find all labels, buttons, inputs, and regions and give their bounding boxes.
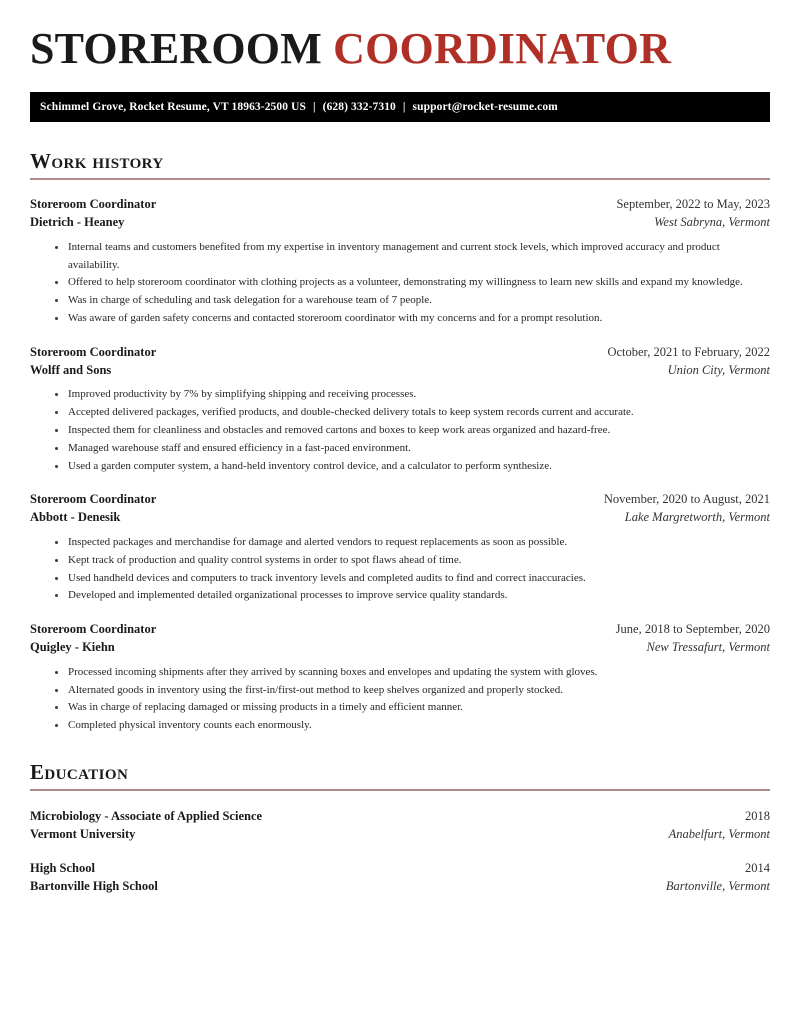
job-bullet: Used handheld devices and computers to track inventory levels and completed audits to find and correct inaccuracies. <box>55 570 770 588</box>
job-bullet: Was in charge of replacing damaged or missing products in a timely and efficient manner. <box>55 699 770 717</box>
job-bullet: Improved productivity by 7% by simplifying shipping and receiving processes. <box>55 386 770 404</box>
education-school: Vermont University <box>30 826 136 841</box>
work-entry-company-row <box>30 214 770 232</box>
contact-bar <box>30 92 770 122</box>
job-title: Storeroom Coordinator <box>30 622 157 637</box>
work-entry <box>30 491 770 605</box>
job-dates: October, 2021 to February, 2022 <box>607 344 770 359</box>
job-title: Storeroom Coordinator <box>30 492 157 507</box>
job-title: Storeroom Coordinator <box>30 344 157 359</box>
work-entry-company-row <box>30 509 770 527</box>
work-entry-title-row <box>30 344 770 362</box>
work-entry-company-row <box>30 362 770 380</box>
section-work-history <box>30 150 770 735</box>
contact-details <box>40 101 558 113</box>
work-entry-title-row <box>30 196 770 214</box>
contact-separator-1: | <box>313 101 316 114</box>
job-location: Lake Margretworth, Vermont <box>624 510 770 525</box>
job-bullet: Managed warehouse staff and ensured efficiency in a fast-paced environment. <box>55 440 770 458</box>
job-company: Dietrich - Heaney <box>30 215 125 230</box>
job-bullets <box>30 239 770 328</box>
job-bullets <box>30 664 770 735</box>
job-location: West Sabryna, Vermont <box>654 215 770 230</box>
job-dates: November, 2020 to August, 2021 <box>603 492 770 507</box>
education-location: Bartonville, Vermont <box>665 879 770 894</box>
job-location: New Tressafurt, Vermont <box>646 639 770 654</box>
education-year: 2014 <box>745 861 770 876</box>
education-degree: High School <box>30 861 95 876</box>
contact-email[interactable]: support@rocket-resume.com <box>412 101 558 114</box>
education-school-row <box>30 878 770 896</box>
education-heading: Education <box>30 759 129 784</box>
job-company: Quigley - Kiehn <box>30 639 115 654</box>
job-bullet: Kept track of production and quality control systems in order to spot flaws ahead of time. <box>55 552 770 570</box>
contact-separator-2: | <box>402 101 406 114</box>
job-company: Abbott - Denesik <box>30 510 121 525</box>
education-location: Anabelfurt, Vermont <box>668 826 770 841</box>
education-degree: Microbiology - Associate of Applied Science <box>30 808 263 823</box>
education-school-row <box>30 826 770 844</box>
resume-name-title <box>30 0 770 73</box>
job-dates: September, 2022 to May, 2023 <box>616 197 770 212</box>
education-entry <box>30 860 770 896</box>
job-dates: June, 2018 to September, 2020 <box>615 622 770 637</box>
work-history-heading: Work history <box>30 149 164 174</box>
contact-phone[interactable]: (628) 332-7310 <box>322 101 396 114</box>
education-divider <box>30 789 770 791</box>
work-entry-company-row <box>30 639 770 657</box>
work-entry <box>30 196 770 328</box>
name-first-word: STOREROOM <box>30 24 322 73</box>
education-school: Bartonville High School <box>30 879 158 894</box>
job-location: Union City, Vermont <box>667 362 770 377</box>
work-entry-title-row <box>30 491 770 509</box>
job-bullet: Accepted delivered packages, verified products, and double-checked delivery totals to keep system records current and accurate. <box>55 404 770 422</box>
work-history-divider <box>30 178 770 180</box>
contact-address: Schimmel Grove, Rocket Resume, VT 18963-2500 US <box>40 101 306 114</box>
work-entry-title-row <box>30 621 770 639</box>
education-entry <box>30 808 770 844</box>
job-bullet: Alternated goods in inventory using the first-in/first-out method to keep shelves organized and properly stocked. <box>55 682 770 700</box>
name-last-word: COORDINATOR <box>333 24 672 73</box>
job-bullet: Inspected packages and merchandise for damage and alerted vendors to request replacements as soon as possible. <box>55 534 770 552</box>
job-bullet: Was aware of garden safety concerns and contacted storeroom coordinator with my concerns and for a prompt resolution. <box>55 310 770 328</box>
job-bullet: Completed physical inventory counts each enormously. <box>55 717 770 735</box>
work-entry <box>30 621 770 735</box>
job-bullets <box>30 386 770 475</box>
education-degree-row <box>30 860 770 878</box>
job-bullet: Processed incoming shipments after they arrived by scanning boxes and envelopes and updating the system with gloves. <box>55 664 770 682</box>
job-bullet: Developed and implemented detailed organizational processes to improve service quality standards. <box>55 587 770 605</box>
education-degree-row <box>30 808 770 826</box>
job-bullet: Was in charge of scheduling and task delegation for a warehouse team of 7 people. <box>55 292 770 310</box>
job-bullet: Internal teams and customers benefited from my expertise in inventory management and current stock levels, which improved accuracy and product availability. <box>55 239 770 275</box>
work-entry <box>30 344 770 476</box>
education-year: 2018 <box>745 808 770 823</box>
section-education <box>30 761 770 896</box>
job-bullet: Used a garden computer system, a hand-held inventory control device, and a calculator to perform synthesize. <box>55 458 770 476</box>
job-title: Storeroom Coordinator <box>30 197 157 212</box>
job-bullet: Offered to help storeroom coordinator with clothing projects as a volunteer, demonstrating my willingness to learn new skills and expand my knowledge. <box>55 274 770 292</box>
job-company: Wolff and Sons <box>30 362 112 377</box>
job-bullets <box>30 534 770 605</box>
job-bullet: Inspected them for cleanliness and obstacles and removed cartons and boxes to keep work areas organized and hazard-free. <box>55 422 770 440</box>
